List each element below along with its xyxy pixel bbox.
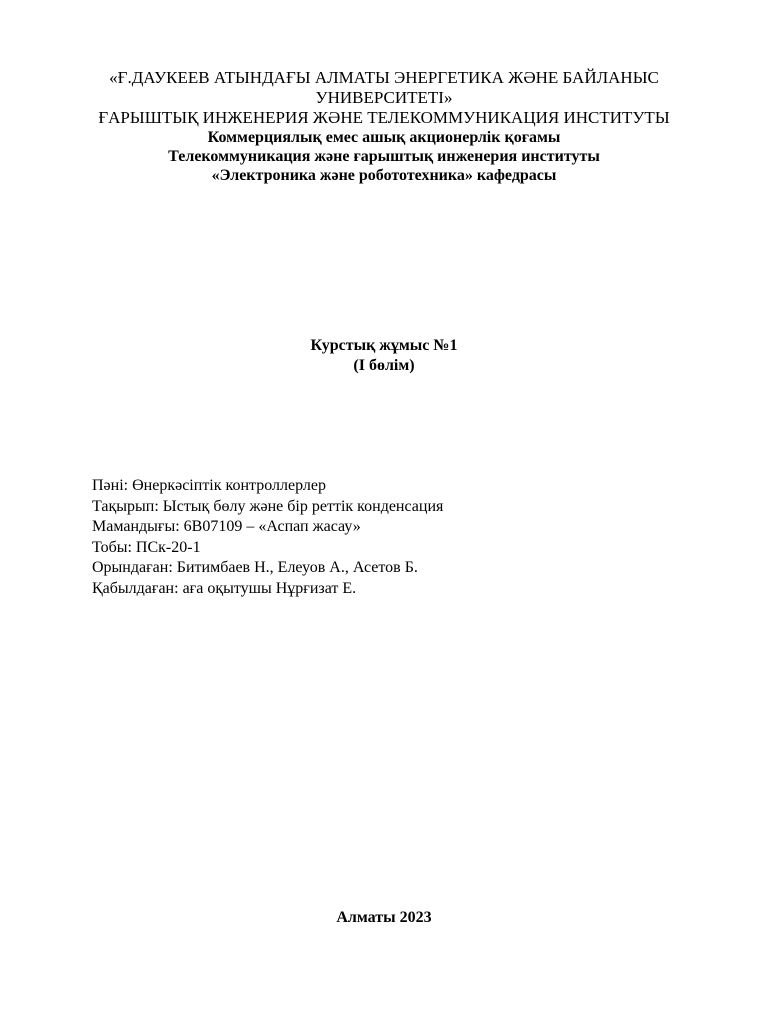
specialty-line: Мамандығы: 6В07109 – «Аспап жасау» (92, 518, 361, 535)
performed-by-line: Орындаған: Битимбаев Н., Елеуов А., Асетов Б. (92, 559, 418, 576)
company-type: Коммерциялық емес ашық акционерлік қоғамы (207, 129, 561, 146)
university-name-line-1: «Ғ.ДАУКЕЕВ АТЫНДАҒЫ АЛМАТЫ ЭНЕРГЕТИКА ЖӘНЕ БАЙЛАНЫС (109, 68, 659, 87)
group-line: Тобы: ПСк-20-1 (92, 538, 201, 556)
course-work-title: Курстық жұмыс №1 (310, 337, 458, 354)
accepted-by-line: Қабылдаған: аға оқытушы Нұрғизат Е. (92, 579, 357, 597)
subject-line: Пәні: Өнеркәсіптік контроллерлер (92, 477, 326, 494)
department-name: «Электроника және робототехника» кафедрасы (211, 167, 557, 184)
city-year: Алматы 2023 (336, 909, 432, 926)
institute-name-upper: ҒАРЫШТЫҚ ИНЖЕНЕРИЯ ЖӘНЕ ТЕЛЕКОММУНИКАЦИЯ ИНСТИТУТЫ (98, 108, 670, 127)
course-work-part: (І бөлім) (353, 357, 415, 374)
document-title (60, 336, 708, 376)
document-header (60, 68, 708, 185)
work-info (92, 476, 692, 599)
university-name-line-2: УНИВЕРСИТЕТІ» (315, 88, 453, 107)
institute-name: Телекоммуникация және ғарыштық инженерия институты (168, 148, 600, 165)
topic-line: Тақырып: Ыстық бөлу және бір реттік конденсация (92, 497, 444, 515)
